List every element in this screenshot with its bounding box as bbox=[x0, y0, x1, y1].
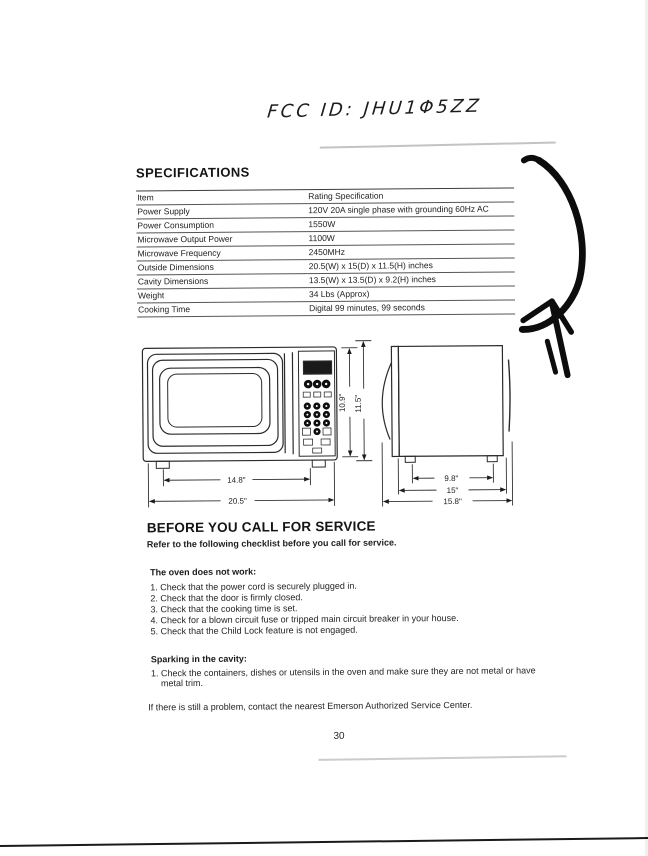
column-header-item: Item bbox=[136, 190, 307, 205]
dimension-label-body-height: 10.9" bbox=[337, 393, 347, 413]
row-item: Microwave Output Power bbox=[136, 232, 307, 247]
faint-scan-line bbox=[319, 755, 567, 760]
checklist-item: 3. Check that the cooking time is set. bbox=[150, 603, 298, 615]
table-row bbox=[137, 300, 515, 317]
row-value: 34 Lbs (Approx) bbox=[308, 286, 515, 302]
dimension-label-feet-width: 14.8" bbox=[227, 475, 246, 485]
page-number: 30 bbox=[333, 730, 345, 742]
dimension-label-overall-height: 11.5" bbox=[353, 394, 363, 413]
row-item: Cavity Dimensions bbox=[137, 274, 308, 289]
row-item: Cooking Time bbox=[137, 302, 308, 317]
row-value: Digital 99 minutes, 99 seconds bbox=[308, 300, 515, 316]
dimension-label-overall-depth: 15.8" bbox=[443, 496, 462, 507]
before-you-call-section bbox=[147, 517, 558, 712]
service-intro: Refer to the following checklist before you call for service. bbox=[146, 537, 397, 550]
checklist-item: 5. Check that the Child Lock feature is not engaged. bbox=[150, 624, 358, 637]
checklist-item: 1. Check that the power cord is securely plugged in. bbox=[150, 580, 357, 593]
row-item: Power Supply bbox=[136, 204, 307, 219]
row-value: 2450MHz bbox=[308, 244, 515, 260]
row-value: 120V 20A single phase with grounding 60Hz AC bbox=[307, 202, 514, 218]
service-closing-note: If there is still a problem, contact the nearest Emerson Authorized Service Center. bbox=[148, 699, 473, 712]
row-item: Microwave Frequency bbox=[137, 246, 308, 261]
dimension-label-overall-width: 20.5" bbox=[228, 496, 247, 506]
microwave-dimension-diagram bbox=[137, 333, 520, 516]
front-view-dimensions bbox=[147, 341, 372, 508]
row-item: Power Consumption bbox=[136, 218, 307, 233]
checklist-item: 4. Check for a blown circuit fuse or tripped main circuit breaker in your house. bbox=[150, 612, 459, 626]
checklist-item: 1. Check the containers, dishes or utensils in the oven and make sure they are not metal or have metal trim. bbox=[150, 664, 536, 689]
checklist-heading-sparking: Sparking in the cavity: bbox=[150, 653, 247, 664]
sparking-section bbox=[148, 651, 558, 689]
checklist-heading-oven: The oven does not work: bbox=[150, 566, 257, 578]
column-header-rating: Rating Specification bbox=[307, 188, 514, 204]
handwritten-fcc-id: FCC ID: JHU1Φ5ZZ bbox=[266, 95, 483, 123]
row-value: 1550W bbox=[307, 216, 514, 232]
checklist-oven bbox=[147, 579, 557, 637]
hand-drawn-arrow bbox=[503, 146, 620, 387]
checklist-sparking bbox=[148, 665, 558, 689]
service-title: BEFORE YOU CALL FOR SERVICE bbox=[146, 518, 376, 536]
row-value: 13.5(W) x 13.5(D) x 9.2(H) inches bbox=[308, 272, 515, 288]
dimension-label-body-depth: 15" bbox=[446, 485, 459, 496]
row-item: Weight bbox=[137, 288, 308, 303]
side-view-drawing bbox=[382, 346, 511, 463]
dimension-label-feet-depth: 9.8" bbox=[444, 473, 459, 484]
specifications-table bbox=[136, 187, 515, 317]
checklist-item: 2. Check that the door is firmly closed. bbox=[150, 592, 303, 604]
row-value: 20.5(W) x 15(D) x 11.5(H) inches bbox=[308, 258, 515, 274]
row-value: 1100W bbox=[307, 230, 514, 246]
front-view-drawing bbox=[142, 347, 337, 469]
row-item: Outside Dimensions bbox=[137, 260, 308, 275]
specifications-title: SPECIFICATIONS bbox=[135, 164, 250, 181]
